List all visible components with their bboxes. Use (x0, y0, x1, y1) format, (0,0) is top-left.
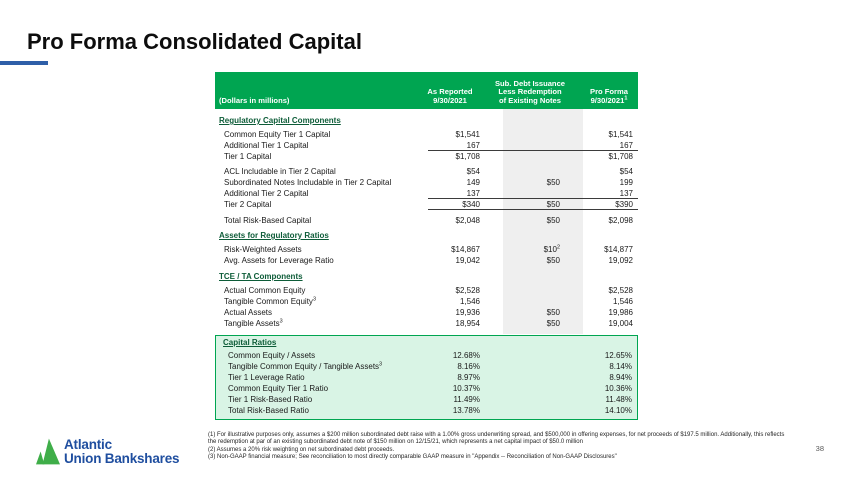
row-label: Avg. Assets for Leverage Ratio (224, 256, 334, 265)
row-label: Additional Tier 2 Capital (224, 189, 309, 198)
table-row (216, 383, 637, 394)
as-reported-value: $1,541 (455, 130, 480, 139)
sub-debt-value: $50 (546, 216, 560, 225)
as-reported-value: 19,042 (455, 256, 480, 265)
pro-forma-value: $2,098 (608, 216, 633, 225)
logo-mountain-icon (36, 438, 60, 465)
table-row (215, 151, 638, 162)
sub-debt-value: $50 (546, 200, 560, 209)
pro-forma-value: 19,986 (608, 308, 633, 317)
table-row (215, 215, 638, 226)
row-label: Actual Common Equity (224, 286, 306, 295)
row-label: Tier 1 Capital (224, 152, 272, 161)
table-row (215, 318, 638, 329)
pro-forma-value: 8.94% (609, 373, 632, 382)
table-row (216, 372, 637, 383)
sub-debt-value (480, 405, 560, 416)
pro-forma-value: $14,877 (604, 245, 633, 254)
sub-debt-value: $50 (546, 256, 560, 265)
pro-forma-value: $390 (615, 200, 633, 209)
table-row (216, 394, 637, 405)
header-pro-forma: Pro Forma 9/30/2021$^1$ (590, 87, 628, 106)
table-row (215, 140, 638, 151)
footnote-3: (3) Non-GAAP financial measure; See reconciliation to most directly comparable GAAP measure in "Appendix -- Reconciliation of Non-GAAP Disclosures" (208, 453, 617, 460)
sub-debt-value (480, 350, 560, 361)
row-label: Tangible Common Equity$^3$ (224, 296, 316, 306)
table-row (216, 350, 637, 361)
pro-forma-value: 8.14% (609, 362, 632, 371)
page-title: Pro Forma Consolidated Capital (27, 29, 362, 54)
table-header-row (215, 72, 638, 109)
footnote-2: (2) Assumes a 20% risk weighting on net subordinated debt proceeds. (208, 446, 395, 453)
table-row (215, 285, 638, 296)
pro-forma-value: 12.65% (604, 351, 632, 360)
pro-forma-value: $54 (619, 167, 633, 176)
as-reported-value: 137 (466, 189, 480, 198)
table-row (215, 296, 638, 307)
as-reported-value: 19,936 (455, 308, 480, 317)
sub-debt-value (480, 129, 560, 140)
capital-table (215, 72, 638, 420)
pro-forma-value: $1,708 (608, 152, 633, 161)
as-reported-value: $54 (466, 167, 480, 176)
table-row (215, 129, 638, 140)
sub-debt-value (480, 285, 560, 296)
sub-debt-value (480, 372, 560, 383)
as-reported-value: 11.49% (453, 395, 480, 404)
pro-forma-value: 19,092 (608, 256, 633, 265)
pro-forma-value: 199 (619, 178, 633, 187)
sub-debt-value: $50 (546, 308, 560, 317)
sub-debt-value (480, 140, 560, 150)
sub-debt-value (480, 394, 560, 405)
sub-debt-value (480, 166, 560, 177)
company-logo (36, 438, 179, 465)
pro-forma-value: 11.48% (605, 395, 632, 404)
sub-debt-value (480, 361, 560, 372)
pro-forma-value: 167 (619, 141, 633, 150)
row-label: Common Equity Tier 1 Capital (224, 130, 331, 139)
page-number: 38 (815, 444, 824, 453)
as-reported-value: $2,528 (455, 286, 480, 295)
section-heading-regulatory-capital: Regulatory Capital Components (219, 116, 341, 125)
sub-debt-value: $50 (546, 319, 560, 328)
capital-ratios-box (215, 335, 638, 420)
section-heading-assets-for-regulatory-ratios: Assets for Regulatory Ratios (219, 231, 329, 240)
pro-forma-value: 19,004 (608, 319, 633, 328)
as-reported-value: $340 (462, 200, 480, 209)
pro-forma-value: $1,541 (608, 130, 633, 139)
table-row (215, 166, 638, 177)
row-label: ACL Includable in Tier 2 Capital (224, 167, 336, 176)
pro-forma-value: 14.10% (604, 406, 632, 415)
as-reported-value: 149 (466, 178, 480, 187)
sub-debt-value: $50 (546, 178, 560, 187)
table-row (215, 255, 638, 266)
row-label: Subordinated Notes Includable in Tier 2 Capital (224, 178, 392, 187)
footnotes (208, 432, 786, 461)
pro-forma-value: 10.36% (604, 384, 632, 393)
as-reported-value: $1,708 (455, 152, 480, 161)
pro-forma-value: $2,528 (608, 286, 633, 295)
as-reported-value: 10.37% (452, 384, 480, 393)
title-accent-line (0, 61, 48, 65)
table-row (215, 244, 638, 255)
row-label: Additional Tier 1 Capital (224, 141, 309, 150)
header-dollars-in-millions: (Dollars in millions) (219, 96, 290, 106)
as-reported-value: 18,954 (455, 319, 480, 328)
table-row (215, 188, 638, 199)
table-row (215, 177, 638, 188)
sub-debt-value (480, 188, 560, 198)
as-reported-value: 13.78% (452, 406, 480, 415)
row-label: Total Risk-Based Capital (224, 216, 312, 225)
row-label: Risk-Weighted Assets (224, 245, 302, 254)
section-heading-tce-ta-components: TCE / TA Components (219, 272, 303, 281)
row-label: Tier 1 Risk-Based Ratio (228, 395, 313, 404)
as-reported-value: 12.68% (452, 351, 480, 360)
logo-wordmark: Atlantic Union Bankshares (64, 437, 180, 466)
sub-debt-value: $\$10^2$ (543, 244, 560, 254)
row-label: Tangible Common Equity / Tangible Assets$^3$ (228, 361, 383, 371)
sub-debt-value (480, 151, 560, 162)
as-reported-value: $2,048 (455, 216, 480, 225)
table-row (215, 199, 638, 210)
section-heading-capital-ratios: Capital Ratios (223, 338, 277, 347)
as-reported-value: 8.97% (457, 373, 480, 382)
row-label: Common Equity / Assets (228, 351, 316, 360)
table-row (216, 361, 637, 372)
pro-forma-value: 1,546 (612, 297, 633, 306)
sub-debt-value (480, 296, 560, 307)
row-label: Common Equity Tier 1 Ratio (228, 384, 329, 393)
row-label: Tier 2 Capital (224, 200, 272, 209)
table-row (215, 307, 638, 318)
as-reported-value: 8.16% (457, 362, 480, 371)
sub-debt-value (480, 383, 560, 394)
header-sub-debt-issuance: Sub. Debt Issuance Less Redemption of Existing Notes (494, 78, 566, 106)
pro-forma-value: 137 (619, 189, 633, 198)
as-reported-value: $14,867 (451, 245, 480, 254)
footnote-1: (1) For illustrative purposes only, assumes a $200 million subordinated debt raise with a 1.00% gross underwriting spread, and $500,000 in offering expenses, for net proceeds of $197.5 million. Additionally, this reflects the redemption at par of an existing subordinated debt note of $150 million on 12/15/21, which represents a net capital impact of $50.0 million (208, 432, 785, 446)
as-reported-value: 1,546 (459, 297, 480, 306)
as-reported-value: 167 (466, 141, 480, 150)
row-label: Actual Assets (224, 308, 273, 317)
header-as-reported: As Reported 9/30/2021 (427, 87, 473, 106)
row-label: Tier 1 Leverage Ratio (228, 373, 305, 382)
row-label: Total Risk-Based Ratio (228, 406, 309, 415)
table-row (216, 405, 637, 416)
row-label: Tangible Assets$^3$ (224, 318, 283, 328)
